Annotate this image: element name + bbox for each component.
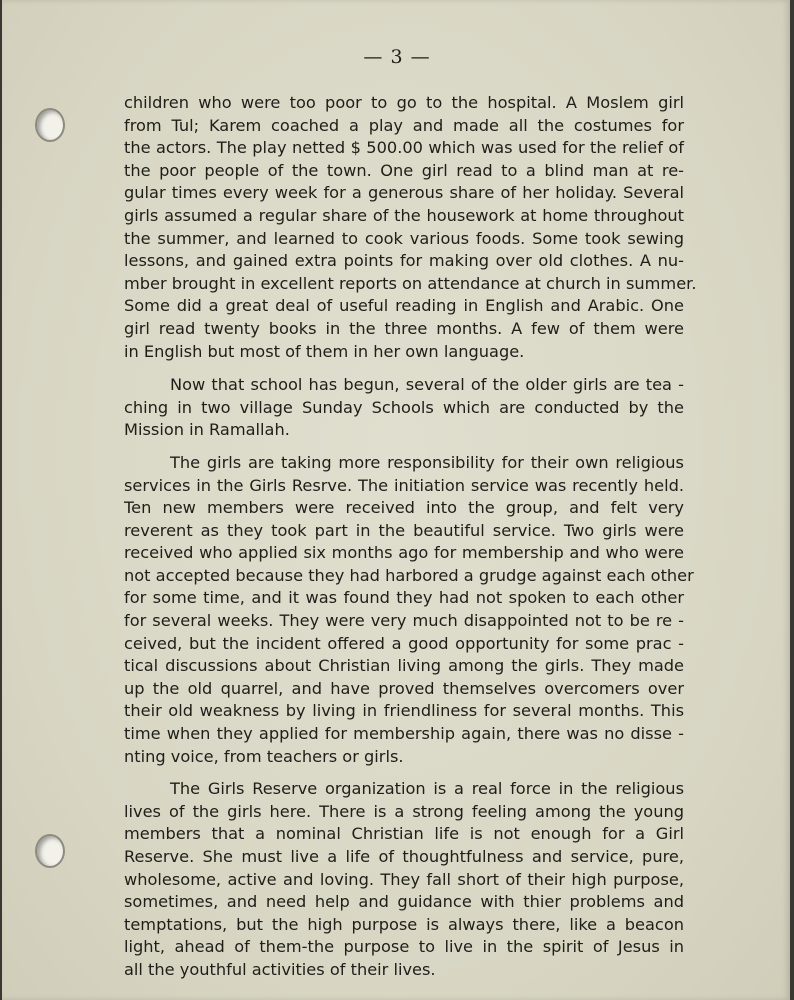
paragraph-4 — [124, 778, 684, 981]
text-line: temptations, but the high purpose is always there, like a beacon — [124, 914, 684, 934]
text-line: received who applied six months ago for membership and who were — [124, 543, 684, 563]
text-line: tical discussions about Christian living among the girls. They made — [124, 656, 684, 676]
text-line: girl read twenty books in the three months. A few of them were — [124, 318, 684, 338]
text-line: from Tul; Karem coached a play and made all the costumes for — [124, 115, 684, 135]
text-line: light, ahead of them-the purpose to live in the spirit of Jesus in — [124, 937, 684, 957]
text-line: Reserve. She must live a life of thoughtfulness and service, pure, — [124, 847, 684, 866]
paragraph-1 — [124, 92, 697, 363]
text-line: Mission in Ramallah. — [124, 420, 290, 440]
text-line: in English but most of them in her own language. — [124, 341, 525, 361]
text-line: gular times every week for a generous share of her holiday. Several — [124, 183, 684, 203]
text-line: mber brought in excellent reports on attendance at church in summer. — [124, 273, 697, 293]
text-line: for several weeks. They were very much disappointed not to be re - — [124, 611, 684, 631]
text-line: ceived, but the incident offered a good opportunity for some prac - — [124, 633, 684, 653]
text-line: sometimes, and need help and guidance with thier problems and — [124, 892, 684, 912]
punch-hole-bottom — [35, 834, 65, 868]
text-line: the actors. The play netted $ 500.00 which was used for the relief of — [124, 138, 684, 158]
text-line: the poor people of the town. One girl read to a blind man at re- — [124, 160, 684, 180]
text-line: children who were too poor to go to the hospital. A Moslem girl — [124, 93, 684, 112]
text-line: all the youthful activities of their lives. — [124, 959, 436, 979]
text-line: Some did a great deal of useful reading in English and Arabic. One — [124, 296, 684, 316]
page-number: — 3 — — [363, 46, 431, 68]
text-line: The girls are taking more responsibility for their own religious — [170, 452, 684, 472]
text-line: lives of the girls here. There is a strong feeling among the young — [124, 801, 684, 821]
text-line: The Girls Reserve organization is a real force in the religious — [170, 779, 684, 799]
punch-hole-top — [35, 108, 65, 142]
text-line: up the old quarrel, and have proved themselves overcomers over — [124, 678, 684, 698]
text-line: nting voice, from teachers or girls. — [124, 746, 404, 766]
text-line: Now that school has begun, several of the older girls are tea - — [170, 375, 684, 395]
text-line: not accepted because they had harbored a grudge against each other — [124, 565, 694, 585]
body-text — [124, 92, 697, 982]
text-line: their old weakness by living in friendliness for several months. This — [124, 701, 684, 721]
text-line: wholesome, active and loving. They fall short of their high purpose, — [124, 869, 684, 889]
text-line: members that a nominal Christian life is not enough for a Girl — [124, 824, 684, 844]
text-line: reverent as they took part in the beautiful service. Two girls were — [124, 520, 684, 540]
paragraph-3 — [124, 452, 694, 768]
text-line: for some time, and it was found they had not spoken to each other — [124, 588, 684, 608]
text-line: the summer, and learned to cook various foods. Some took sewing — [124, 228, 684, 248]
text-line: time when they applied for membership again, there was no disse - — [124, 724, 684, 744]
paragraph-2 — [124, 374, 684, 442]
text-line: ching in two village Sunday Schools which are conducted by the — [124, 397, 684, 417]
text-line: services in the Girls Resrve. The initiation service was recently held. — [124, 475, 684, 495]
text-line: girls assumed a regular share of the housework at home throughout — [124, 205, 684, 225]
text-line: lessons, and gained extra points for making over old clothes. A nu- — [124, 251, 684, 271]
text-line: Ten new members were received into the group, and felt very — [124, 498, 684, 518]
